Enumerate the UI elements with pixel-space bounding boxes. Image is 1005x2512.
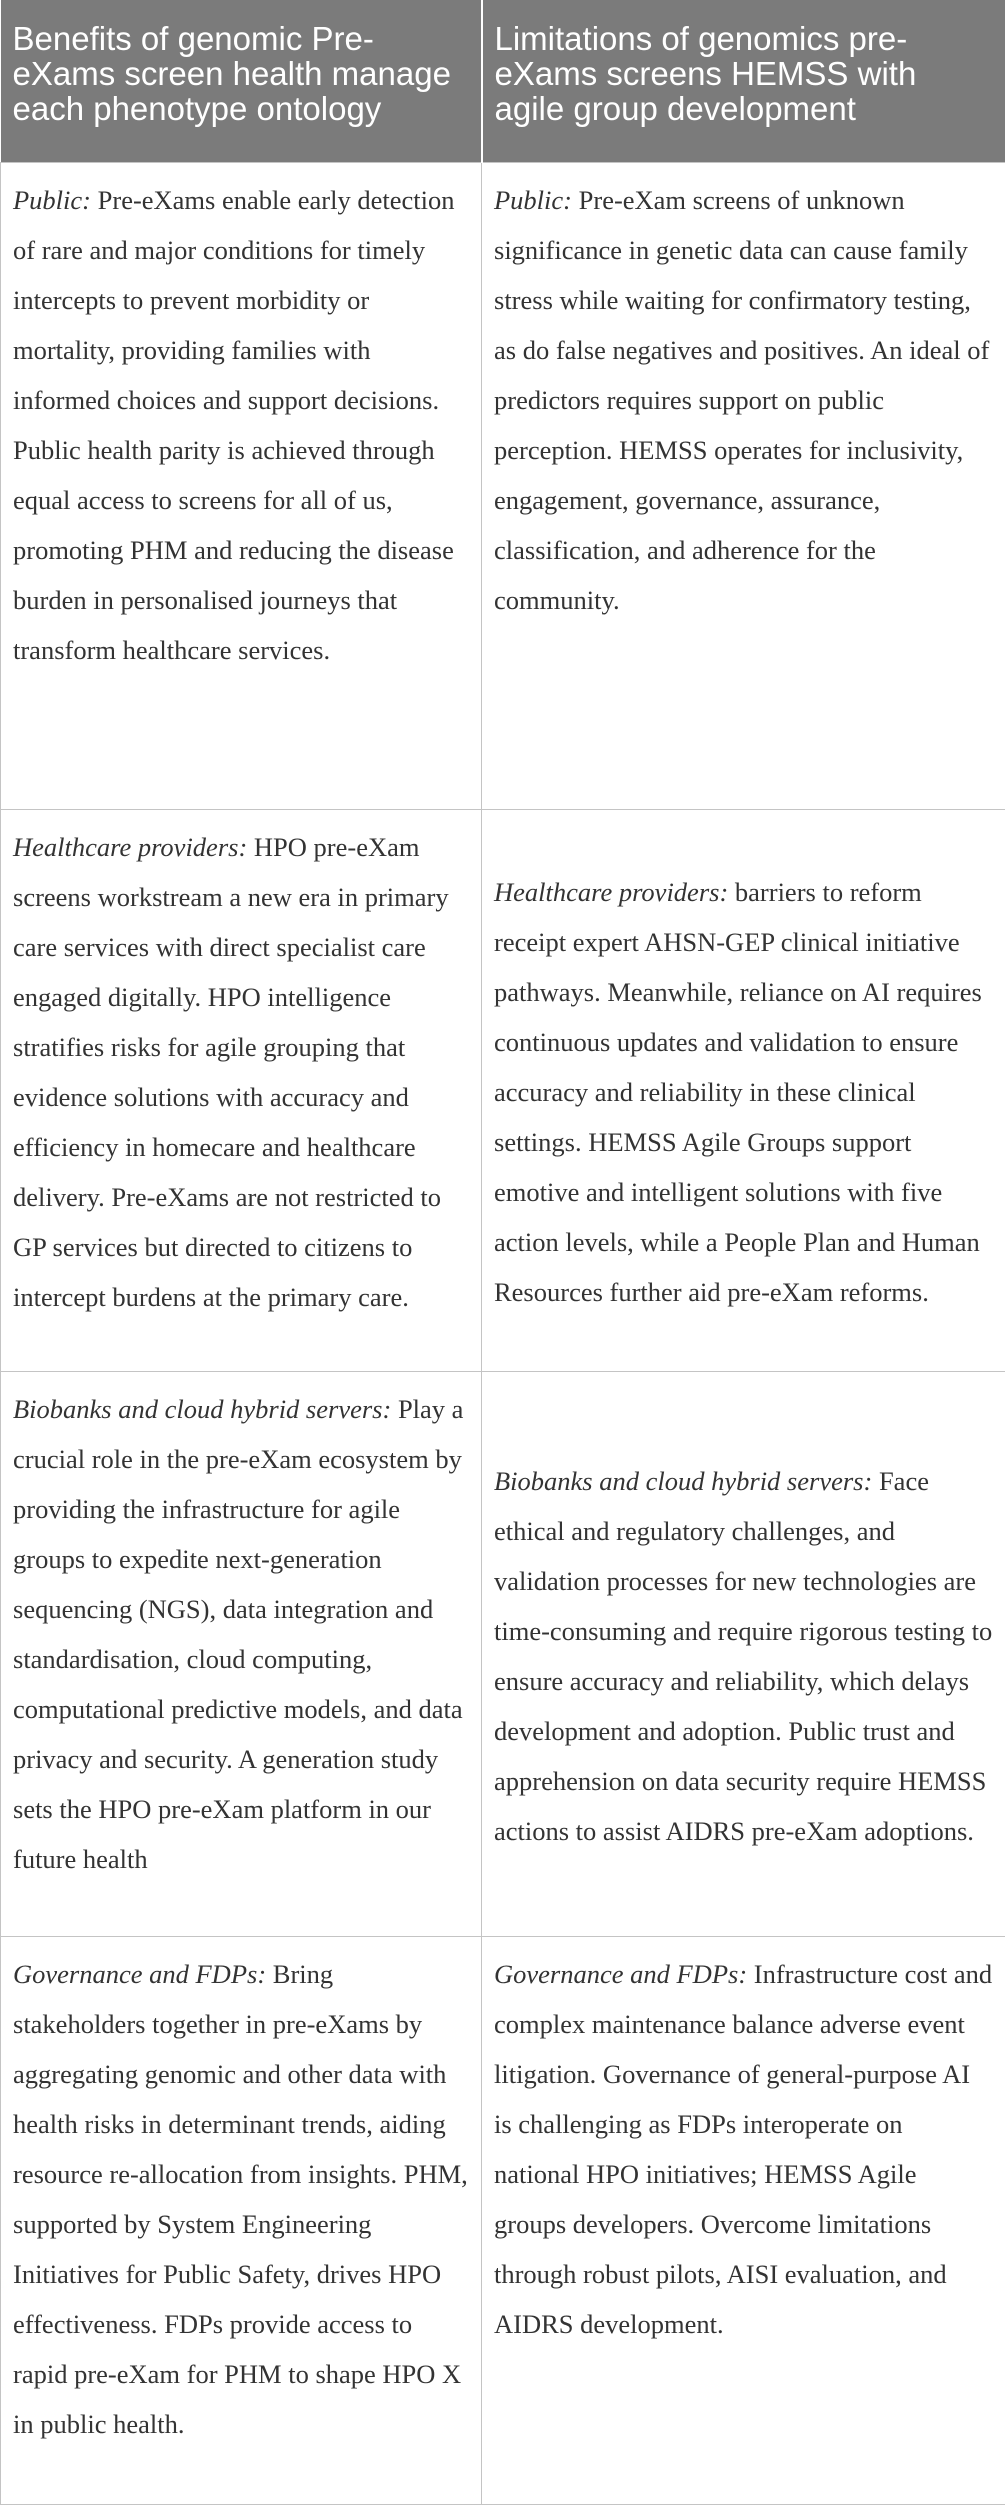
table-row-governance (1, 1936, 1005, 2504)
header-limitations: Limitations of genomics pre-eXams screens HEMSS with agile group development (482, 0, 1005, 162)
benefit-lead: Governance and FDPs: (13, 1958, 267, 1989)
table-row-biobanks (1, 1371, 1005, 1936)
limitation-text: Face ethical and regulatory challenges, and validation processes for new technologies are time-consuming and require rigorous testing to ensure accuracy and reliability, which delays development and adoption. Public trust and apprehension on data security require HEMSS actions to assist AIDRS pre-eXam adoptions. (494, 1465, 993, 1846)
benefit-cell (1, 162, 482, 809)
limitation-cell (482, 809, 1005, 1371)
benefit-text: HPO pre-eXam screens workstream a new era in primary care services with direct specialist care engaged digitally. HPO intelligence stratifies risks for agile grouping that evidence solutions with accuracy and efficiency in homecare and healthcare delivery. Pre-eXams are not restricted to GP services but directed to citizens to intercept burdens at the primary care. (13, 831, 449, 1312)
benefit-lead: Healthcare providers: (13, 831, 248, 862)
header-benefits: Benefits of genomic Pre-eXams screen health manage each phenotype ontology (1, 0, 482, 162)
limitation-text: Pre-eXam screens of unknown significance in genetic data can cause family stress while waiting for confirmatory testing, as do false negatives and positives. An ideal of predictors requires support on public perception. HEMSS operates for inclusivity, engagement, governance, assurance, classification, and adherence for the community. (494, 184, 990, 615)
benefit-cell (1, 1371, 482, 1936)
limitation-cell (482, 1371, 1005, 1936)
limitation-lead: Public: (494, 184, 572, 215)
limitation-cell (482, 1936, 1005, 2504)
benefit-lead: Biobanks and cloud hybrid servers: (13, 1393, 392, 1424)
benefit-cell (1, 809, 482, 1371)
limitation-lead: Healthcare providers: (494, 877, 729, 907)
table-header (1, 0, 1005, 162)
limitation-text: barriers to reform receipt expert AHSN-GEP clinical initiative pathways. Meanwhile, reliance on AI requires continuous updates and validation to ensure accuracy and reliability in these clinical settings. HEMSS Agile Groups support emotive and intelligent solutions with five action levels, while a People Plan and Human Resources further aid pre-eXam reforms. (494, 877, 982, 1307)
benefit-cell (1, 1936, 482, 2504)
limitation-text: Infrastructure cost and complex maintenance balance adverse event litigation. Governance of general-purpose AI is challenging as FDPs interoperate on national HPO initiatives; HEMSS Agile groups developers. Overcome limitations through robust pilots, AISI evaluation, and AIDRS development. (494, 1958, 993, 2339)
limitation-lead: Governance and FDPs: (494, 1958, 748, 1989)
table-row-healthcare-providers (1, 809, 1005, 1371)
table-row-public (1, 162, 1005, 809)
benefit-lead: Public: (13, 184, 91, 215)
table-body (1, 162, 1005, 2504)
limitation-lead: Biobanks and cloud hybrid servers: (494, 1465, 873, 1496)
benefit-text: Pre-eXams enable early detection of rare and major conditions for timely intercepts to prevent morbidity or mortality, providing families with informed choices and support decisions. Public health parity is achieved through equal access to screens for all of us, promoting PHM and reducing the disease burden in personalised journeys that transform healthcare services. (13, 184, 455, 665)
benefit-text: Play a crucial role in the pre-eXam ecosystem by providing the infrastructure for agile groups to expedite next-generation sequencing (NGS), data integration and standardisation, cloud computing, computational predictive models, and data privacy and security. A generation study sets the HPO pre-eXam platform in our future health (13, 1393, 464, 1874)
limitation-cell (482, 162, 1005, 809)
benefit-text: Bring stakeholders together in pre-eXams by aggregating genomic and other data with health risks in determinant trends, aiding resource re-allocation from insights. PHM, supported by System Engineering Initiatives for Public Safety, drives HPO effectiveness. FDPs provide access to rapid pre-eXam for PHM to shape HPO X in public health. (13, 1958, 468, 2439)
header-row (1, 0, 1005, 162)
